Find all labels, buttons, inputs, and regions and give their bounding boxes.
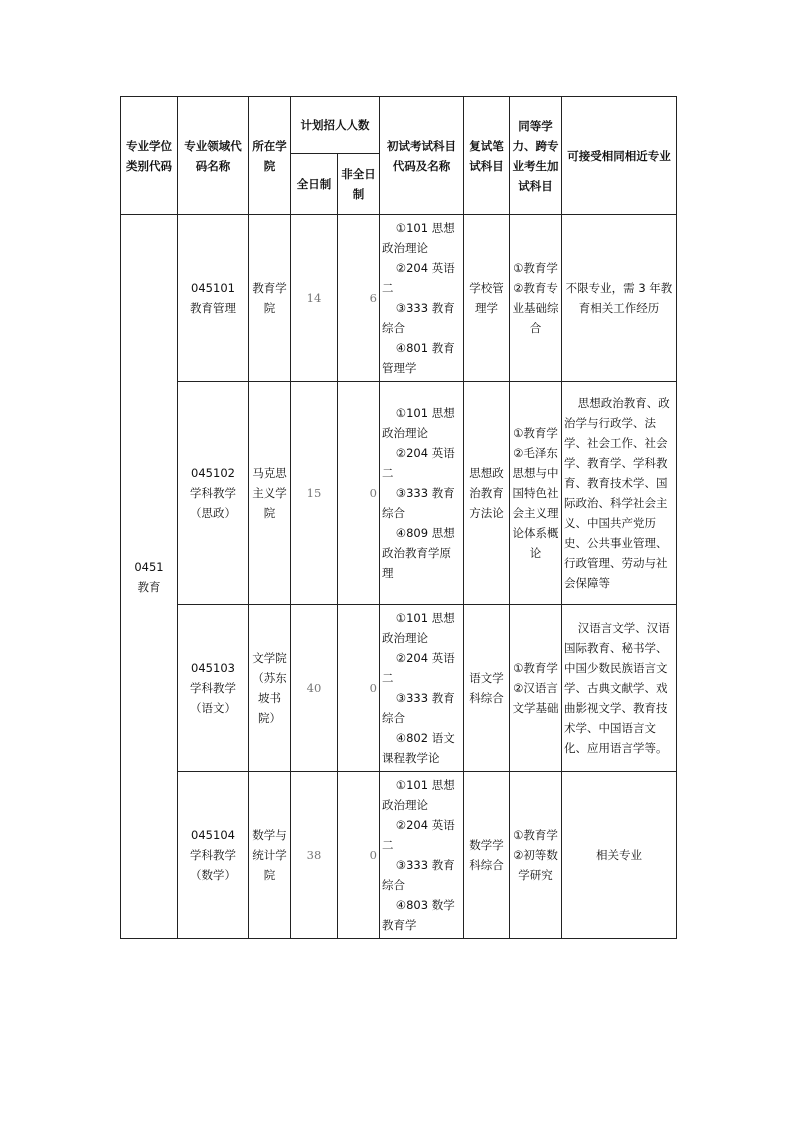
exam-item: ①101 思想政治理论 [382, 221, 455, 255]
retest-subject: 语文学科综合 [464, 605, 510, 772]
header-plan: 计划招人人数 [291, 97, 380, 154]
category-cell [121, 215, 178, 939]
exam-item: ②204 英语二 [382, 651, 455, 685]
parttime-count: 0 [338, 605, 380, 772]
field-name: 学科教学（数学） [190, 848, 236, 882]
retest-subject: 数学学科综合 [464, 772, 510, 939]
header-accepted: 可接受相同相近专业 [562, 97, 677, 215]
field-code: 045104 [191, 828, 235, 842]
exam-list [380, 605, 464, 772]
header-field: 专业领域代码名称 [178, 97, 249, 215]
accepted-majors: 思想政治教育、政治学与行政学、法学、社会工作、社会学、教育学、学科教育、教育技术学、国际政治、科学社会主义、中国共产党历史、公共事业管理、行政管理、劳动与社会保障等 [562, 382, 677, 605]
exam-item: ②204 英语二 [382, 818, 455, 852]
exam-item: ③333 教育综合 [382, 301, 455, 335]
accepted-majors: 相关专业 [562, 772, 677, 939]
header-retest: 复试笔试科目 [464, 97, 510, 215]
admission-table [120, 96, 677, 939]
extra-exam-item: ②毛泽东思想与中国特色社会主义理论体系概论 [512, 446, 559, 560]
exam-item: ③333 教育综合 [382, 486, 455, 520]
fulltime-count: 15 [291, 382, 338, 605]
category-name: 教育 [137, 579, 161, 594]
extra-exam-item: ①教育学 [513, 426, 558, 440]
fulltime-count: 40 [291, 605, 338, 772]
extra-exam-list [510, 215, 562, 382]
exam-item: ③333 教育综合 [382, 691, 455, 725]
college-cell: 马克思主义学院 [249, 382, 291, 605]
field-cell [178, 605, 249, 772]
accepted-majors: 汉语言文学、汉语国际教育、秘书学、中国少数民族语言文学、古典文献学、戏曲影视文学、教育技术学、中国语言文化、应用语言学等。 [562, 605, 677, 772]
field-code: 045103 [191, 661, 235, 675]
accepted-majors: 不限专业，需 3 年教育相关工作经历 [562, 215, 677, 382]
header-college: 所在学院 [249, 97, 291, 215]
extra-exam-item: ②教育专业基础综合 [512, 281, 559, 335]
field-code: 045102 [191, 466, 235, 480]
field-code: 045101 [191, 281, 235, 295]
extra-exam-list [510, 605, 562, 772]
extra-exam-list [510, 772, 562, 939]
parttime-count: 0 [338, 382, 380, 605]
extra-exam-item: ①教育学 [513, 828, 558, 842]
fulltime-count: 14 [291, 215, 338, 382]
exam-item: ④809 思想政治教育学原理 [382, 526, 455, 580]
header-category: 专业学位类别代码 [121, 97, 178, 215]
field-name: 教育管理 [190, 301, 236, 315]
category-code: 0451 [134, 559, 164, 574]
college-cell: 文学院（苏东坡书院） [249, 605, 291, 772]
exam-item: ①101 思想政治理论 [382, 611, 455, 645]
exam-item: ③333 教育综合 [382, 858, 455, 892]
exam-list [380, 382, 464, 605]
exam-item: ④802 语文课程教学论 [382, 731, 455, 765]
table-row [121, 772, 677, 939]
exam-item: ②204 英语二 [382, 261, 455, 295]
college-cell: 数学与统计学院 [249, 772, 291, 939]
exam-list [380, 772, 464, 939]
exam-item: ④801 教育管理学 [382, 341, 455, 375]
retest-subject: 学校管理学 [464, 215, 510, 382]
table-row [121, 605, 677, 772]
field-cell [178, 382, 249, 605]
parttime-count: 0 [338, 772, 380, 939]
header-fulltime: 全日制 [291, 154, 338, 215]
field-cell [178, 215, 249, 382]
parttime-count: 6 [338, 215, 380, 382]
fulltime-count: 38 [291, 772, 338, 939]
header-parttime: 非全日制 [338, 154, 380, 215]
field-name: 学科教学（思政） [190, 486, 236, 520]
exam-list [380, 215, 464, 382]
table-row [121, 215, 677, 382]
extra-exam-item: ②汉语言文学基础 [512, 681, 559, 715]
retest-subject: 思想政治教育方法论 [464, 382, 510, 605]
extra-exam-item: ①教育学 [513, 261, 558, 275]
extra-exam-item: ①教育学 [513, 661, 558, 675]
field-name: 学科教学（语文） [190, 681, 236, 715]
exam-item: ①101 思想政治理论 [382, 406, 455, 440]
exam-item: ①101 思想政治理论 [382, 778, 455, 812]
extra-exam-item: ②初等数学研究 [513, 848, 558, 882]
extra-exam-list [510, 382, 562, 605]
table-row [121, 382, 677, 605]
field-cell [178, 772, 249, 939]
exam-item: ②204 英语二 [382, 446, 455, 480]
exam-item: ④803 数学教育学 [382, 898, 455, 932]
header-equivalent: 同等学力、跨专业考生加试科目 [510, 97, 562, 215]
college-cell: 教育学院 [249, 215, 291, 382]
header-initial-exams: 初试考试科目代码及名称 [380, 97, 464, 215]
